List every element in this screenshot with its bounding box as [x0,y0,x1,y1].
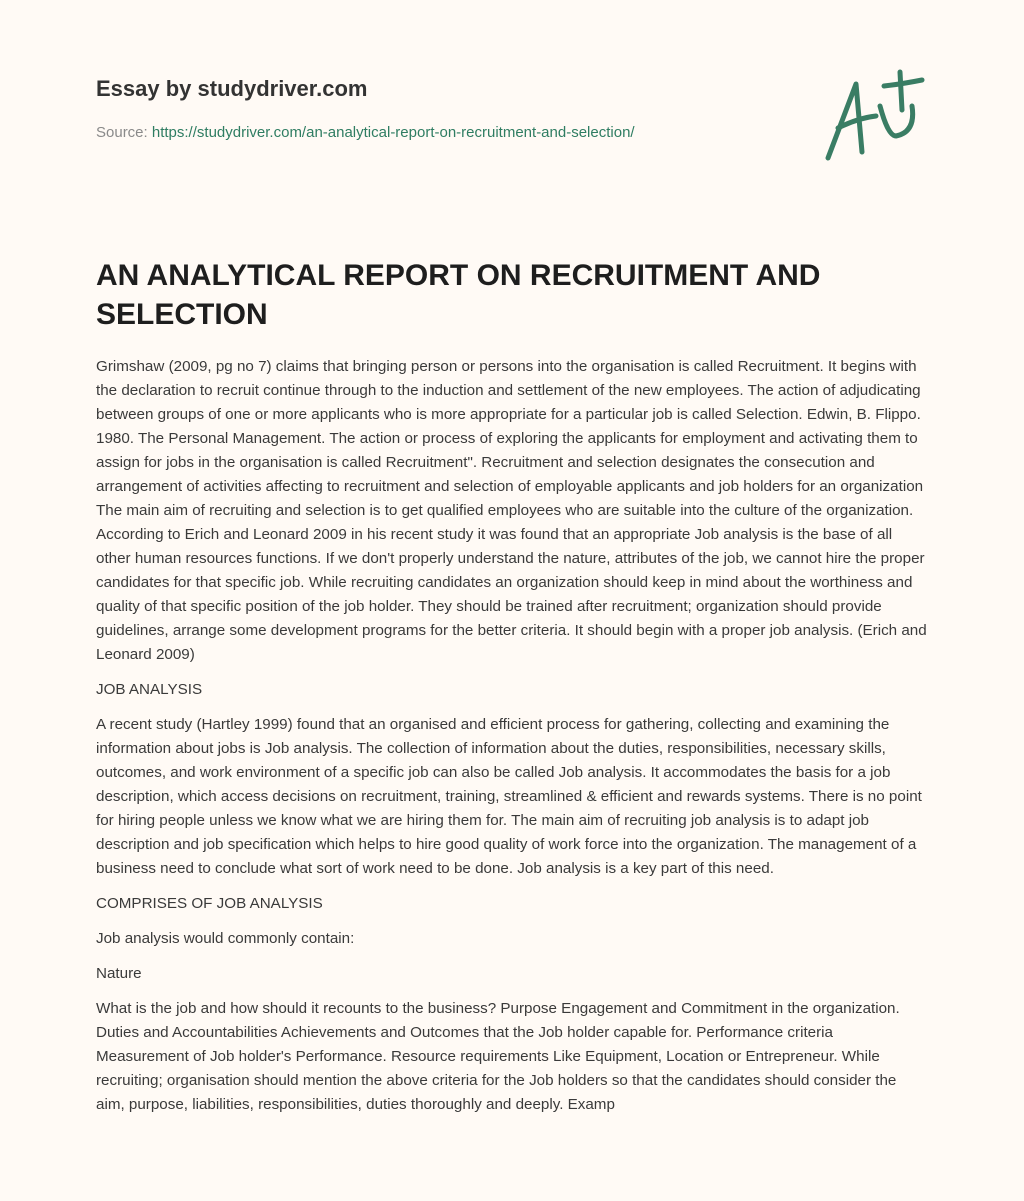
heading-job-analysis: JOB ANALYSIS [96,681,203,698]
source-link[interactable]: https://studydriver.com/an-analytical-report-on-recruitment-and-selection/ [151,124,635,141]
heading-comprises: COMPRISES OF JOB ANALYSIS [96,895,323,912]
source-line [96,124,635,141]
heading-nature: Nature [96,965,142,982]
site-title: Essay by studydriver.com [96,76,368,101]
paragraph-contain: Job analysis would commonly contain: [96,930,355,947]
paragraph-job-analysis: A recent study (Hartley 1999) found that an organised and efficient process for gathering, collecting and examining the information about jobs is Job analysis. The collection of information about the duties, responsibilities, necessary skills, outcomes, and work environment of a specific job can also be called Job analysis. It accommodates the basis for a job description, which access decisions on recruitment, training, streamlined & efficient and rewards systems. There is no point for hiring people unless we know what we are hiring them for. The main aim of recruiting job analysis is to adapt job description and job specification which helps to hire good quality of work force into the organization. The management of a business need to conclude what sort of work need to be done. Job analysis is a key part of this need. [96,716,922,877]
document-title: AN ANALYTICAL REPORT ON RECRUITMENT AND SELECTION [96,259,821,331]
source-label: Source: [96,124,148,141]
paragraph-intro: Grimshaw (2009, pg no 7) claims that bringing person or persons into the organisation is called Recruitment. It begins with the declaration to recruit continue through to the induction and settlement of the new employees. The action of adjudicating between groups of one or more applicants who is more appropriate for a particular job is called Selection. Edwin, B. Flippo. 1980. The Personal Management. The action or process of exploring the applicants for employment and activating them to assign for jobs in the organisation is called Recruitment". Recruitment and selection designates the consecution and arrangement of activities affecting to recruitment and selection of employable applicants and job holders for an organization The main aim of recruiting and selection is to get qualified employees who are suitable into the culture of the organization. According to Erich and Leonard 2009 in his recent study it was found that an appropriate Job analysis is the base of all other human resources functions. If we don't properly understand the nature, attributes of the job, we cannot hire the proper candidates for that specific job. While recruiting candidates an organization should keep in mind about the worthiness and quality of that specific position of the job holder. They should be trained after recruitment; organization should provide guidelines, arrange some development programs for the better criteria. It should begin with a proper job analysis. (Erich and Leonard 2009) [96,358,927,663]
a-plus-logo [818,66,930,166]
paragraph-nature: What is the job and how should it recounts to the business? Purpose Engagement and Commitment in the organization. Duties and Accountabilities Achievements and Outcomes that the Job holder capable for. Performance criteria Measurement of Job holder's Performance. Resource requirements Like Equipment, Location or Entrepreneur. While recruiting; organisation should mention the above criteria for the Job holders so that the candidates should consider the aim, purpose, liabilities, responsibilities, duties thoroughly and deeply. Examp [96,1000,900,1113]
document-body [96,355,928,1128]
